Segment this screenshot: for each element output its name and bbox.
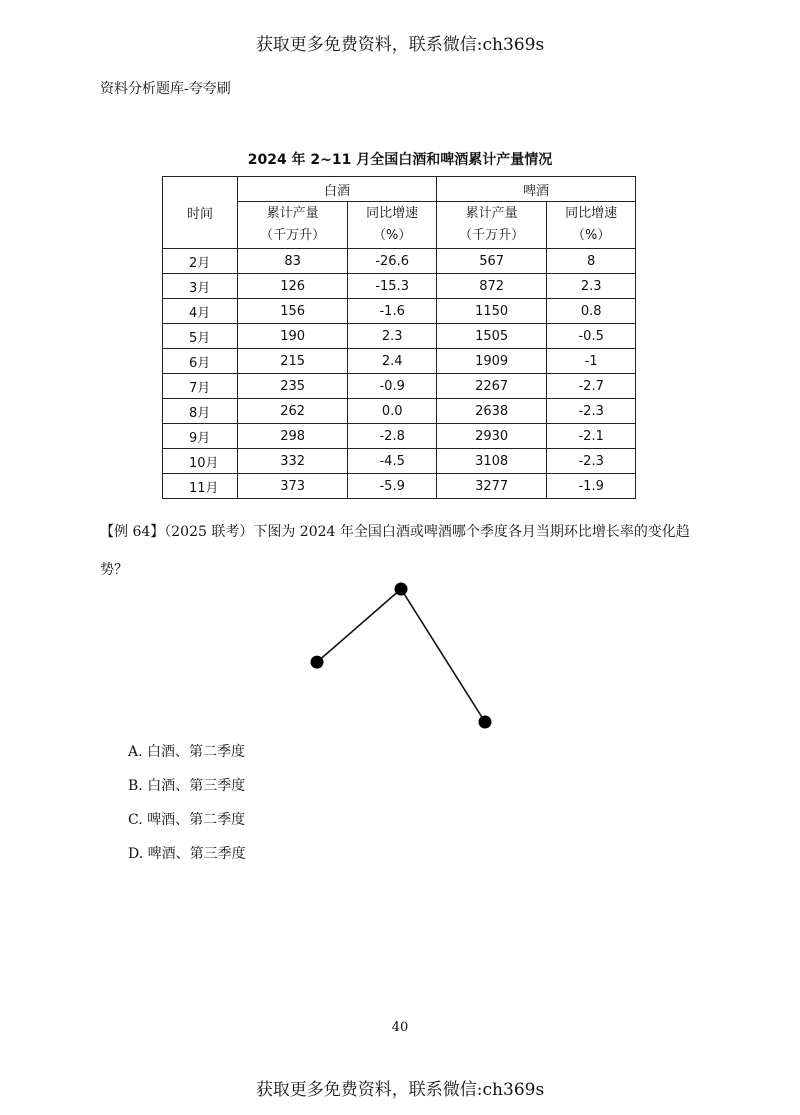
month-cell: 2月 [163,249,238,274]
header-line: 同比增速 [366,206,419,221]
table-row [163,374,636,399]
trend-line [317,589,485,722]
table-row [163,449,636,474]
month-cell: 3月 [163,274,238,299]
value-cell: 2267 [436,374,546,399]
value-cell: 83 [238,249,348,274]
value-cell: -1.6 [348,299,437,324]
value-cell: -0.5 [547,324,636,349]
value-cell: 3277 [436,474,546,499]
baijiu-group-header: 白酒 [238,177,437,202]
value-cell: 262 [238,399,348,424]
trend-diagram [300,575,500,735]
value-cell: 1909 [436,349,546,374]
page-number: 40 [391,1020,409,1035]
value-cell: 215 [238,349,348,374]
month-cell: 10月 [163,449,238,474]
header-unit: （%） [571,228,611,243]
question-text: 下图为 2024 年全国白酒或啤酒哪个季度各月当期环比增长率的变化趋势？ [100,524,690,578]
bottom-banner: 获取更多免费资料，联系微信:ch369s [255,1080,545,1100]
value-cell: -2.3 [547,449,636,474]
table-row [163,424,636,449]
table-row [163,274,636,299]
value-cell: -2.8 [348,424,437,449]
table-body [163,249,636,499]
value-cell: -2.3 [547,399,636,424]
month-cell: 11月 [163,474,238,499]
value-cell: 0.8 [547,299,636,324]
value-cell: 0.0 [348,399,437,424]
baijiu-output-header [238,202,348,249]
value-cell: 2638 [436,399,546,424]
trend-point [311,656,324,669]
top-banner: 获取更多免费资料，联系微信:ch369s [255,35,545,55]
answer-options [128,740,246,876]
value-cell: -2.1 [547,424,636,449]
table-row [163,249,636,274]
value-cell: 235 [238,374,348,399]
beer-growth-header [547,202,636,249]
month-cell: 6月 [163,349,238,374]
month-cell: 4月 [163,299,238,324]
value-cell: 2.4 [348,349,437,374]
month-cell: 9月 [163,424,238,449]
document-subtitle: 资料分析题库-夸夸刷 [100,81,231,97]
value-cell: -1.9 [547,474,636,499]
header-line: 累计产量 [465,206,518,221]
month-cell: 7月 [163,374,238,399]
value-cell: -5.9 [348,474,437,499]
value-cell: 567 [436,249,546,274]
header-line: 累计产量 [266,206,319,221]
value-cell: 2.3 [348,324,437,349]
header-line: 同比增速 [565,206,618,221]
table-row [163,399,636,424]
value-cell: 2930 [436,424,546,449]
value-cell: 8 [547,249,636,274]
time-header: 时间 [163,177,238,249]
question-source: （2025 联考） [164,524,254,540]
beer-output-header [436,202,546,249]
header-unit: （千万升） [459,228,525,243]
trend-point [479,716,492,729]
option-c[interactable]: C. 啤酒、第二季度 [128,812,246,828]
value-cell: 332 [238,449,348,474]
value-cell: 2.3 [547,274,636,299]
production-table [162,176,636,499]
value-cell: 298 [238,424,348,449]
value-cell: 126 [238,274,348,299]
table-row [163,349,636,374]
option-a[interactable]: A. 白酒、第二季度 [128,744,246,760]
header-unit: （千万升） [260,228,326,243]
value-cell: 872 [436,274,546,299]
table-row [163,474,636,499]
value-cell: -0.9 [348,374,437,399]
table-row [163,299,636,324]
value-cell: -2.7 [547,374,636,399]
option-b[interactable]: B. 白酒、第三季度 [128,778,246,794]
month-cell: 5月 [163,324,238,349]
value-cell: 1150 [436,299,546,324]
value-cell: 3108 [436,449,546,474]
beer-group-header: 啤酒 [436,177,635,202]
value-cell: -26.6 [348,249,437,274]
value-cell: -1 [547,349,636,374]
table-row [163,324,636,349]
baijiu-growth-header [348,202,437,249]
value-cell: -4.5 [348,449,437,474]
value-cell: 156 [238,299,348,324]
month-cell: 8月 [163,399,238,424]
table-title: 2024 年 2~11 月全国白酒和啤酒累计产量情况 [247,152,553,168]
value-cell: 373 [238,474,348,499]
option-d[interactable]: D. 啤酒、第三季度 [128,846,246,862]
value-cell: 1505 [436,324,546,349]
header-unit: （%） [372,228,412,243]
trend-point [395,583,408,596]
value-cell: 190 [238,324,348,349]
value-cell: -15.3 [348,274,437,299]
question-tag: 【例 64】 [100,524,165,540]
